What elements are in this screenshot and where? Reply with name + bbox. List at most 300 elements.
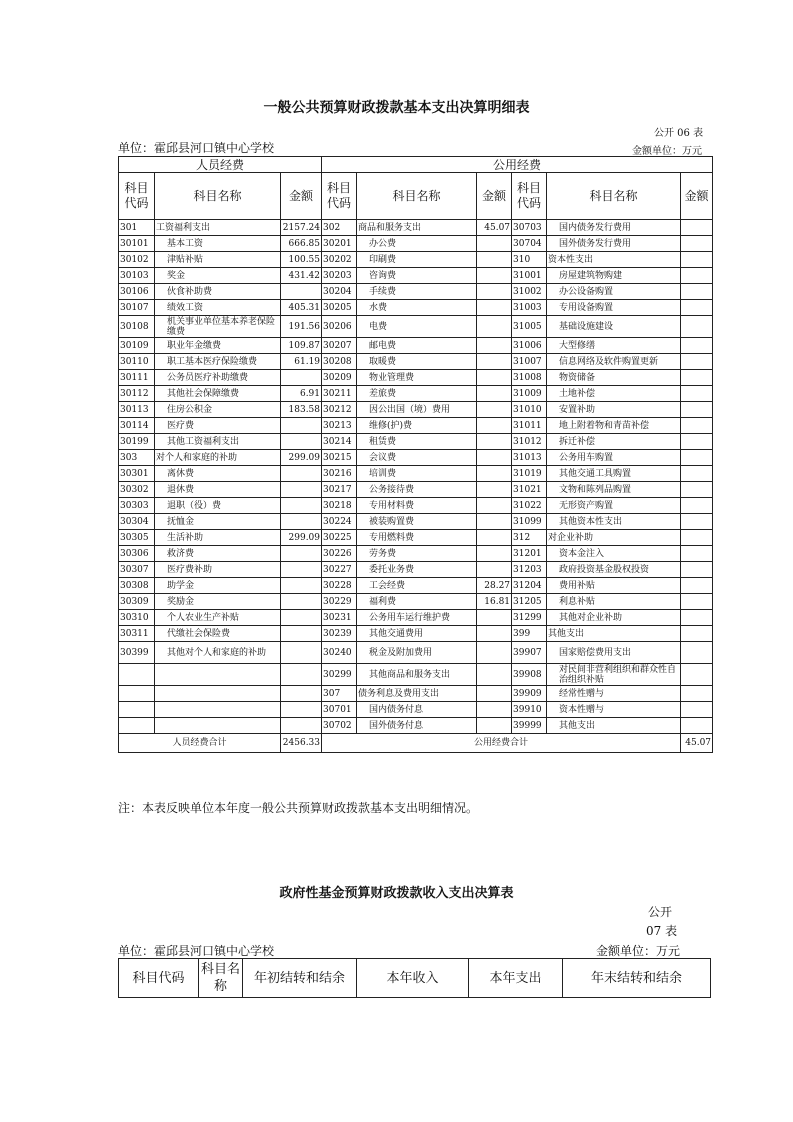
header-name: 科目名称 — [547, 173, 681, 220]
capital-name: 经常性赠与 — [547, 686, 681, 702]
capital-amount — [681, 642, 713, 664]
personnel-name: 退休费 — [155, 482, 281, 498]
public-name: 咨询费 — [357, 268, 477, 284]
personnel-amount: 299.09 — [281, 450, 322, 466]
personnel-code: 30107 — [119, 300, 155, 316]
table-row — [119, 718, 713, 734]
personnel-name: 职工基本医疗保险缴费 — [155, 354, 281, 370]
table1-title: 一般公共预算财政拨款基本支出决算明细表 — [263, 100, 530, 116]
t2-header-closing: 年末结转和结余 — [563, 959, 711, 998]
personnel-amount — [281, 434, 322, 450]
public-name: 债务利息及费用支出 — [357, 686, 477, 702]
capital-name: 国家赔偿费用支出 — [547, 642, 681, 664]
personnel-amount: 61.19 — [281, 354, 322, 370]
personnel-amount — [281, 578, 322, 594]
capital-amount — [681, 718, 713, 734]
section-public: 公用经费 — [322, 157, 713, 173]
personnel-name: 救济费 — [155, 546, 281, 562]
public-code: 30226 — [322, 546, 357, 562]
public-name: 因公出国（境）费用 — [357, 402, 477, 418]
public-code: 30201 — [322, 236, 357, 252]
capital-code: 31099 — [512, 514, 547, 530]
public-amount — [477, 284, 512, 300]
capital-amount — [681, 626, 713, 642]
personnel-name — [155, 664, 281, 686]
personnel-code: 30114 — [119, 418, 155, 434]
capital-code: 39907 — [512, 642, 547, 664]
personnel-name: 个人农业生产补贴 — [155, 610, 281, 626]
public-code: 30240 — [322, 642, 357, 664]
section-personnel: 人员经费 — [119, 157, 322, 173]
capital-name: 土地补偿 — [547, 386, 681, 402]
personnel-name: 其他工资福利支出 — [155, 434, 281, 450]
public-code: 30204 — [322, 284, 357, 300]
public-name: 取暖费 — [357, 354, 477, 370]
public-name: 邮电费 — [357, 338, 477, 354]
public-name: 公务用车运行维护费 — [357, 610, 477, 626]
personnel-name — [155, 702, 281, 718]
public-code: 30299 — [322, 664, 357, 686]
personnel-amount: 405.31 — [281, 300, 322, 316]
capital-code: 31006 — [512, 338, 547, 354]
capital-amount — [681, 252, 713, 268]
personnel-amount — [281, 482, 322, 498]
expenditure-detail-table — [118, 156, 713, 753]
capital-code: 31005 — [512, 316, 547, 338]
table-row — [119, 268, 713, 284]
personnel-code — [119, 718, 155, 734]
public-name: 印刷费 — [357, 252, 477, 268]
capital-name: 政府投资基金股权投资 — [547, 562, 681, 578]
capital-name: 地上附着物和青苗补偿 — [547, 418, 681, 434]
t2-header-income: 本年收入 — [357, 959, 469, 998]
capital-name: 公务用车购置 — [547, 450, 681, 466]
capital-amount — [681, 562, 713, 578]
public-code: 30213 — [322, 418, 357, 434]
capital-name: 安置补助 — [547, 402, 681, 418]
public-name: 商品和服务支出 — [357, 220, 477, 236]
capital-amount — [681, 338, 713, 354]
capital-code: 31003 — [512, 300, 547, 316]
personnel-amount — [281, 514, 322, 530]
personnel-code: 30307 — [119, 562, 155, 578]
capital-amount — [681, 466, 713, 482]
table-row — [119, 402, 713, 418]
public-name: 税金及附加费用 — [357, 642, 477, 664]
capital-code: 39908 — [512, 664, 547, 686]
capital-name: 大型修缮 — [547, 338, 681, 354]
public-name: 其他交通费用 — [357, 626, 477, 642]
personnel-name: 奖励金 — [155, 594, 281, 610]
public-name: 维修(护)费 — [357, 418, 477, 434]
table-row — [119, 386, 713, 402]
public-amount — [477, 498, 512, 514]
public-code: 30229 — [322, 594, 357, 610]
capital-amount — [681, 418, 713, 434]
personnel-amount — [281, 498, 322, 514]
personnel-amount — [281, 562, 322, 578]
table-row — [119, 610, 713, 626]
personnel-amount: 109.87 — [281, 338, 322, 354]
capital-amount — [681, 594, 713, 610]
personnel-amount — [281, 718, 322, 734]
total-row — [119, 734, 713, 753]
personnel-name: 医疗费 — [155, 418, 281, 434]
capital-amount — [681, 316, 713, 338]
personnel-name: 公务员医疗补助缴费 — [155, 370, 281, 386]
capital-code: 31204 — [512, 578, 547, 594]
personnel-name: 机关事业单位基本养老保险缴费 — [155, 316, 281, 338]
capital-code: 39999 — [512, 718, 547, 734]
table-row — [119, 316, 713, 338]
personnel-code: 30101 — [119, 236, 155, 252]
capital-code: 310 — [512, 252, 547, 268]
public-amount — [477, 642, 512, 664]
capital-name: 其他支出 — [547, 718, 681, 734]
personnel-code: 30108 — [119, 316, 155, 338]
public-code: 30212 — [322, 402, 357, 418]
capital-code: 30703 — [512, 220, 547, 236]
header-code: 科目代码 — [119, 173, 155, 220]
table-row — [119, 466, 713, 482]
public-amount — [477, 316, 512, 338]
table-row — [119, 434, 713, 450]
capital-code: 31002 — [512, 284, 547, 300]
public-amount — [477, 434, 512, 450]
public-code: 30215 — [322, 450, 357, 466]
capital-code: 31299 — [512, 610, 547, 626]
personnel-name — [155, 718, 281, 734]
capital-name: 国内债务发行费用 — [547, 220, 681, 236]
public-code: 30209 — [322, 370, 357, 386]
public-amount — [477, 664, 512, 686]
capital-name: 拆迁补偿 — [547, 434, 681, 450]
personnel-code: 30113 — [119, 402, 155, 418]
table-row — [119, 626, 713, 642]
public-amount — [477, 338, 512, 354]
public-code: 30205 — [322, 300, 357, 316]
table-row — [119, 236, 713, 252]
capital-code: 31010 — [512, 402, 547, 418]
total-public-label: 公用经费合计 — [322, 734, 681, 753]
capital-amount — [681, 370, 713, 386]
personnel-code: 30309 — [119, 594, 155, 610]
public-amount: 16.81 — [477, 594, 512, 610]
capital-code: 31013 — [512, 450, 547, 466]
personnel-name: 津贴补贴 — [155, 252, 281, 268]
personnel-code: 30301 — [119, 466, 155, 482]
public-amount: 28.27 — [477, 578, 512, 594]
public-amount — [477, 252, 512, 268]
capital-amount — [681, 530, 713, 546]
public-amount — [477, 370, 512, 386]
public-amount — [477, 718, 512, 734]
public-amount — [477, 268, 512, 284]
public-name: 国内债务付息 — [357, 702, 477, 718]
capital-code: 31021 — [512, 482, 547, 498]
public-code: 30702 — [322, 718, 357, 734]
capital-name: 费用补贴 — [547, 578, 681, 594]
capital-amount — [681, 498, 713, 514]
capital-amount — [681, 450, 713, 466]
capital-amount — [681, 578, 713, 594]
table1-unit: 单位：霍邱县河口镇中心学校 — [118, 141, 275, 155]
header-amount: 金额 — [281, 173, 322, 220]
personnel-amount — [281, 594, 322, 610]
public-code: 30225 — [322, 530, 357, 546]
public-code: 30218 — [322, 498, 357, 514]
t2-header-name: 科目名称 — [199, 959, 243, 998]
public-name: 被装购置费 — [357, 514, 477, 530]
capital-name: 文物和陈列品购置 — [547, 482, 681, 498]
table-row — [119, 370, 713, 386]
personnel-name: 基本工资 — [155, 236, 281, 252]
table-row — [119, 642, 713, 664]
capital-code: 31011 — [512, 418, 547, 434]
table2-code-line2: 07 表 — [646, 924, 678, 938]
public-code: 30239 — [322, 626, 357, 642]
personnel-name: 生活补助 — [155, 530, 281, 546]
public-code: 30231 — [322, 610, 357, 626]
personnel-amount: 431.42 — [281, 268, 322, 284]
table-row — [119, 702, 713, 718]
capital-amount — [681, 402, 713, 418]
personnel-name: 抚恤金 — [155, 514, 281, 530]
capital-code: 31205 — [512, 594, 547, 610]
capital-code: 30704 — [512, 236, 547, 252]
table2-code-line1: 公开 — [648, 905, 673, 919]
personnel-amount — [281, 610, 322, 626]
public-amount — [477, 530, 512, 546]
capital-amount — [681, 386, 713, 402]
capital-name: 房屋建筑物购建 — [547, 268, 681, 284]
personnel-code: 30308 — [119, 578, 155, 594]
public-code: 30217 — [322, 482, 357, 498]
public-amount — [477, 354, 512, 370]
capital-amount — [681, 514, 713, 530]
public-code: 30206 — [322, 316, 357, 338]
capital-code: 31201 — [512, 546, 547, 562]
public-name: 差旅费 — [357, 386, 477, 402]
table-row — [119, 300, 713, 316]
personnel-name: 其他社会保障缴费 — [155, 386, 281, 402]
capital-code: 31009 — [512, 386, 547, 402]
table-row — [119, 578, 713, 594]
table-row — [119, 220, 713, 236]
table1-money-unit: 金额单位：万元 — [632, 146, 702, 157]
public-name: 水费 — [357, 300, 477, 316]
personnel-name: 医疗费补助 — [155, 562, 281, 578]
public-amount — [477, 562, 512, 578]
public-amount — [477, 402, 512, 418]
capital-code: 39909 — [512, 686, 547, 702]
personnel-code: 30303 — [119, 498, 155, 514]
table2-money-unit: 金额单位：万元 — [596, 944, 681, 958]
public-name: 委托业务费 — [357, 562, 477, 578]
table-row — [119, 594, 713, 610]
capital-name: 利息补贴 — [547, 594, 681, 610]
header-code: 科目代码 — [512, 173, 547, 220]
capital-code: 31019 — [512, 466, 547, 482]
personnel-name: 住房公积金 — [155, 402, 281, 418]
capital-name: 其他资本性支出 — [547, 514, 681, 530]
personnel-name: 职业年金缴费 — [155, 338, 281, 354]
capital-code: 31008 — [512, 370, 547, 386]
table-row — [119, 664, 713, 686]
personnel-amount — [281, 626, 322, 642]
table-row — [119, 514, 713, 530]
table-row — [119, 562, 713, 578]
public-name: 福利费 — [357, 594, 477, 610]
personnel-amount — [281, 466, 322, 482]
personnel-code — [119, 664, 155, 686]
public-amount — [477, 482, 512, 498]
personnel-code: 30304 — [119, 514, 155, 530]
public-name: 专用材料费 — [357, 498, 477, 514]
personnel-amount: 100.55 — [281, 252, 322, 268]
table-row — [119, 418, 713, 434]
capital-name: 无形资产购置 — [547, 498, 681, 514]
header-name: 科目名称 — [155, 173, 281, 220]
personnel-amount — [281, 418, 322, 434]
capital-amount — [681, 434, 713, 450]
public-code: 30203 — [322, 268, 357, 284]
public-name: 租赁费 — [357, 434, 477, 450]
personnel-code: 301 — [119, 220, 155, 236]
public-amount — [477, 702, 512, 718]
public-amount — [477, 236, 512, 252]
capital-amount — [681, 268, 713, 284]
personnel-code: 30111 — [119, 370, 155, 386]
public-name: 培训费 — [357, 466, 477, 482]
public-code: 307 — [322, 686, 357, 702]
capital-name: 资本性赠与 — [547, 702, 681, 718]
personnel-amount — [281, 370, 322, 386]
capital-amount — [681, 482, 713, 498]
personnel-code: 30302 — [119, 482, 155, 498]
personnel-code: 30306 — [119, 546, 155, 562]
public-code: 30216 — [322, 466, 357, 482]
capital-code: 39910 — [512, 702, 547, 718]
personnel-name: 伙食补助费 — [155, 284, 281, 300]
capital-code: 31022 — [512, 498, 547, 514]
personnel-amount: 191.56 — [281, 316, 322, 338]
personnel-amount: 6.91 — [281, 386, 322, 402]
capital-amount — [681, 686, 713, 702]
public-amount — [477, 686, 512, 702]
personnel-code: 30305 — [119, 530, 155, 546]
personnel-code: 30112 — [119, 386, 155, 402]
capital-name: 其他支出 — [547, 626, 681, 642]
public-name: 公务接待费 — [357, 482, 477, 498]
public-code: 30208 — [322, 354, 357, 370]
public-name: 手续费 — [357, 284, 477, 300]
capital-amount — [681, 220, 713, 236]
personnel-name: 助学金 — [155, 578, 281, 594]
public-code: 30227 — [322, 562, 357, 578]
public-amount — [477, 300, 512, 316]
personnel-code — [119, 702, 155, 718]
total-personnel-label: 人员经费合计 — [119, 734, 281, 753]
capital-name: 专用设备购置 — [547, 300, 681, 316]
personnel-amount — [281, 284, 322, 300]
personnel-name: 对个人和家庭的补助 — [155, 450, 281, 466]
capital-code: 31203 — [512, 562, 547, 578]
t2-header-expenditure: 本年支出 — [469, 959, 563, 998]
personnel-name: 绩效工资 — [155, 300, 281, 316]
capital-code: 31001 — [512, 268, 547, 284]
personnel-name: 代缴社会保险费 — [155, 626, 281, 642]
table-row — [119, 284, 713, 300]
personnel-name: 工资福利支出 — [155, 220, 281, 236]
header-amount: 金额 — [477, 173, 512, 220]
capital-name: 物资储备 — [547, 370, 681, 386]
fund-revenue-expenditure-table — [118, 958, 711, 998]
table1-code: 公开 06 表 — [654, 128, 704, 139]
personnel-amount — [281, 664, 322, 686]
capital-amount — [681, 236, 713, 252]
capital-name: 其他交通工具购置 — [547, 466, 681, 482]
public-name: 劳务费 — [357, 546, 477, 562]
capital-name: 对民间非营利组织和群众性自治组织补贴 — [547, 664, 681, 686]
personnel-amount — [281, 702, 322, 718]
public-code: 30202 — [322, 252, 357, 268]
capital-code: 399 — [512, 626, 547, 642]
personnel-amount: 666.85 — [281, 236, 322, 252]
public-code: 30224 — [322, 514, 357, 530]
capital-name: 其他对企业补助 — [547, 610, 681, 626]
header-amount: 金额 — [681, 173, 713, 220]
public-code: 30228 — [322, 578, 357, 594]
public-amount — [477, 546, 512, 562]
capital-amount — [681, 546, 713, 562]
capital-code: 31007 — [512, 354, 547, 370]
personnel-name — [155, 686, 281, 702]
public-amount — [477, 418, 512, 434]
personnel-amount — [281, 642, 322, 664]
table-row — [119, 252, 713, 268]
public-name: 办公费 — [357, 236, 477, 252]
personnel-amount — [281, 686, 322, 702]
capital-name: 资本性支出 — [547, 252, 681, 268]
capital-code: 312 — [512, 530, 547, 546]
table2-unit: 单位：霍邱县河口镇中心学校 — [118, 944, 275, 958]
capital-name: 国外债务发行费用 — [547, 236, 681, 252]
personnel-amount — [281, 546, 322, 562]
public-name: 专用燃料费 — [357, 530, 477, 546]
personnel-code — [119, 686, 155, 702]
public-amount — [477, 386, 512, 402]
public-name: 其他商品和服务支出 — [357, 664, 477, 686]
personnel-code: 30106 — [119, 284, 155, 300]
total-public-value: 45.07 — [681, 734, 713, 753]
personnel-amount: 299.09 — [281, 530, 322, 546]
table-row — [119, 450, 713, 466]
public-amount — [477, 514, 512, 530]
capital-name: 信息网络及软件购置更新 — [547, 354, 681, 370]
table1-note: 注：本表反映单位本年度一般公共预算财政拨款基本支出明细情况。 — [118, 801, 479, 815]
personnel-code: 30110 — [119, 354, 155, 370]
public-amount: 45.07 — [477, 220, 512, 236]
header-name: 科目名称 — [357, 173, 477, 220]
table-row — [119, 546, 713, 562]
personnel-code: 30310 — [119, 610, 155, 626]
capital-code: 31012 — [512, 434, 547, 450]
personnel-code: 30199 — [119, 434, 155, 450]
personnel-code: 30109 — [119, 338, 155, 354]
personnel-amount: 183.58 — [281, 402, 322, 418]
capital-name: 对企业补助 — [547, 530, 681, 546]
